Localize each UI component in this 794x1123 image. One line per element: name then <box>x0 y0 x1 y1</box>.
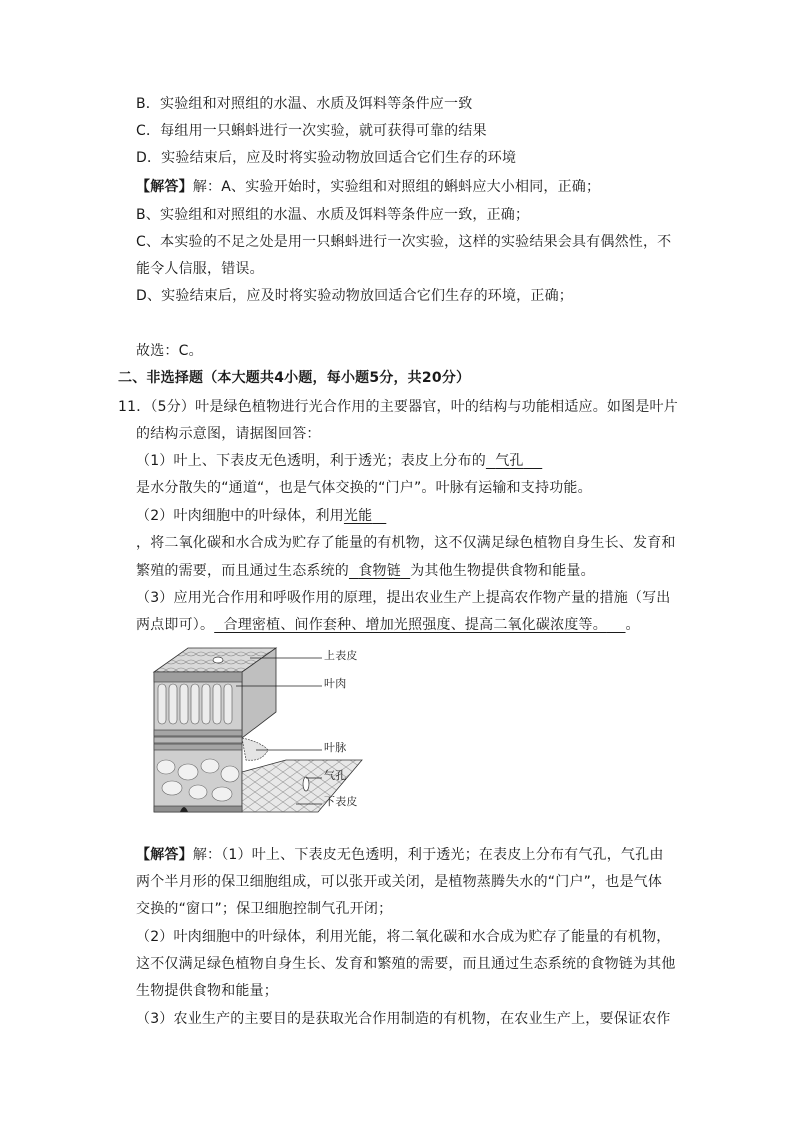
q11-line1: 11．（5分）叶是绿色植物进行光合作用的主要器官，叶的结构与功能相适应。如图是叶片 <box>118 399 678 415</box>
q11-part1 <box>136 451 542 471</box>
q11-part1-answer-blank <box>486 451 542 471</box>
answer11-line4: （2）叶肉细胞中的叶绿体，利用光能，将二氧化碳和水合成为贮存了能量的有机物， <box>136 929 671 945</box>
section-title: 二、非选择题（本大题共4小题，每小题5分，共20分） <box>118 370 471 386</box>
option-b: B．实验组和对照组的水温、水质及饵料等条件应一致 <box>136 96 473 112</box>
q11-part2-line3-prefix: 繁殖的需要，而且通过生态系统的 <box>136 563 349 579</box>
q11-part1-line2: 是水分散失的“通道“，也是气体交换的“门户”。叶脉有运输和支持功能。 <box>136 480 592 496</box>
option-d: D．实验结束后，应及时将实验动物放回适合它们生存的环境 <box>136 150 517 166</box>
answer10-line5: D、实验结束后，应及时将实验动物放回适合它们生存的环境，正确； <box>136 288 573 304</box>
answer11-line6: 生物提供食物和能量； <box>136 983 278 999</box>
palisade-cells <box>158 684 232 724</box>
top-stoma <box>213 657 223 663</box>
answer10-line2: B、实验组和对照组的水温、水质及饵料等条件应一致，正确； <box>136 207 530 223</box>
answer10-tag: 【解答】 <box>136 179 193 195</box>
answer10-text: 解：A、实验开始时，实验组和对照组的蝌蚪应大小相同，正确； <box>192 179 601 195</box>
q11-part2-line2: ，将二氧化碳和水合成为贮存了能量的有机物，这不仅满足绿色植物自身生长、发育和 <box>136 535 676 551</box>
answer10-line3: C、本实验的不足之处是用一只蝌蚪进行一次实验，这样的实验结果会具有偶然性，不 <box>136 234 672 250</box>
q11-part3-line2 <box>136 615 640 635</box>
answer11-tag: 【解答】 <box>136 847 193 863</box>
label-mesophyll: 叶肉 <box>324 677 347 690</box>
q11-part2-answer-blank <box>344 506 386 526</box>
q11-part2-prefix: （2）叶肉细胞中的叶绿体，利用 <box>136 508 344 524</box>
q11-part2 <box>136 506 386 526</box>
q11-line2: 的结构示意图，请据图回答： <box>136 426 321 442</box>
q11-part2-answer2: 食物链 <box>358 563 401 579</box>
answer10-line1 <box>136 177 600 197</box>
answer11-line5: 这不仅满足绿色植物自身生长、发育和繁殖的需要，而且通过生态系统的食物链为其他 <box>136 956 676 972</box>
q11-part1-answer: 气孔 <box>495 453 524 469</box>
option-c: C．每组用一只蝌蚪进行一次实验，就可获得可靠的结果 <box>136 123 487 139</box>
label-lower-epidermis: 下表皮 <box>324 795 358 808</box>
q11-part3-answer-blank <box>214 615 625 635</box>
answer10-line4: 能令人信服，错误。 <box>136 261 264 277</box>
q11-part2-answer2-blank <box>349 561 410 581</box>
answer11-line7: （3）农业生产的主要目的是获取光合作用制造的有机物，在农业生产上，要保证农作 <box>136 1011 671 1027</box>
q11-part3-line1: （3）应用光合作用和呼吸作用的原理，提出农业生产上提高农作物产量的措施（写出 <box>136 590 671 606</box>
lower-stoma <box>303 777 309 791</box>
answer11-line2: 两个半月形的保卫细胞组成，可以张开或关闭，是植物蒸腾失水的“门户”，也是气体 <box>136 874 663 890</box>
q11-part1-prefix: （1）叶上、下表皮无色透明，利于透光；表皮上分布的 <box>136 453 486 469</box>
answer10-choice: 故选：C。 <box>136 343 203 359</box>
label-upper-epidermis: 上表皮 <box>324 649 358 662</box>
q11-part3-prefix: 两点即可）。 <box>136 617 215 633</box>
leaf-structure-figure <box>136 642 368 824</box>
label-stoma: 气孔 <box>324 769 347 782</box>
answer11-text: 解：（1）叶上、下表皮无色透明，利于透光；在表皮上分布有气孔，气孔由 <box>192 847 664 863</box>
q11-part3-answer: 合理密植、间作套种、增加光照强度、提高二氧化碳浓度等。 <box>223 617 607 633</box>
answer11-line3: 交换的“窗口”；保卫细胞控制气孔开闭； <box>136 901 393 917</box>
q11-part2-line3 <box>136 561 595 581</box>
vein-bands <box>154 730 242 750</box>
vein-bundle <box>242 738 268 760</box>
label-vein: 叶脉 <box>324 741 347 754</box>
q11-part3-suffix: 。 <box>625 617 640 633</box>
answer11-line1 <box>136 845 664 865</box>
q11-part2-answer: 光能 <box>343 508 373 524</box>
q11-part2-line3-suffix: 为其他生物提供食物和能量。 <box>410 563 595 579</box>
